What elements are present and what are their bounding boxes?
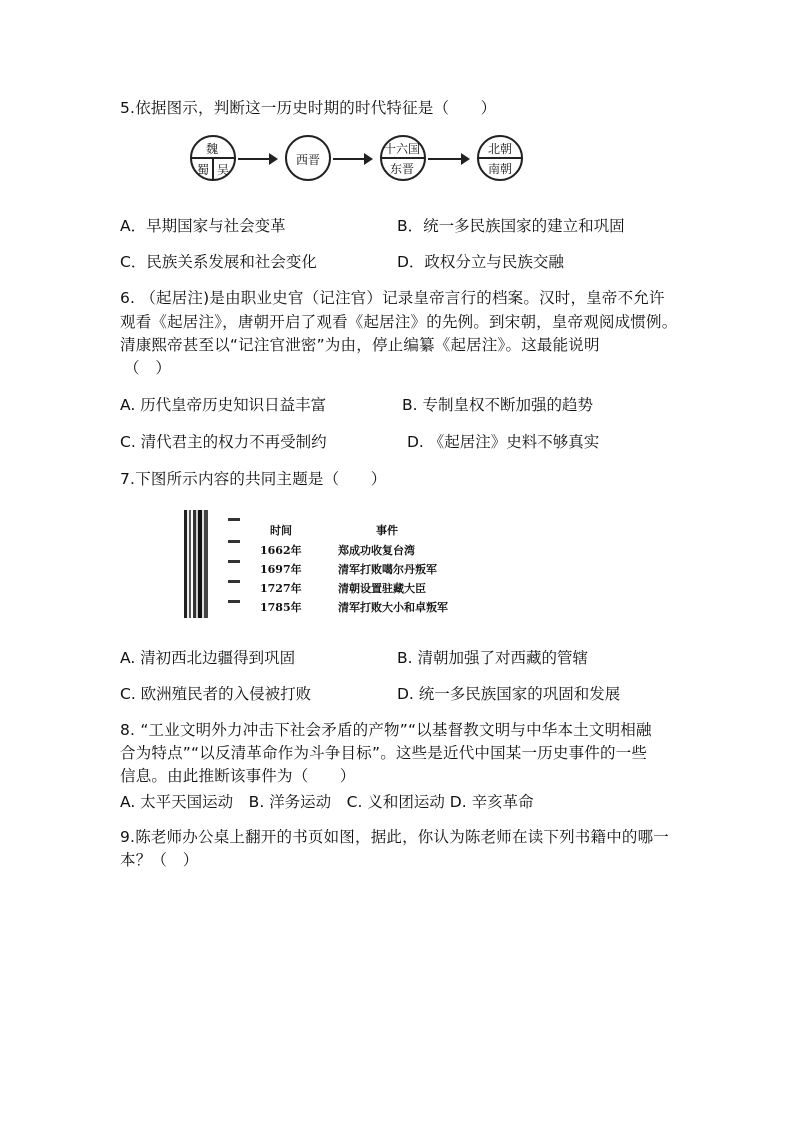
scroll-binding-icon <box>184 510 214 618</box>
q8-options: A. 太平天国运动 B. 洋务运动 C. 义和团运动 D. 辛亥革命 <box>120 793 534 811</box>
q5-option-d: D．政权分立与民族交融 <box>397 253 564 271</box>
q8-line-2: 合为特点”“以反清革命作为斗争目标”。这些是近代中国某一历史事件的一些 <box>120 744 648 762</box>
table-year: 1697年 <box>260 563 302 576</box>
q5-option-a: A．早期国家与社会变革 <box>120 217 286 235</box>
table-header-time: 时间 <box>270 524 292 537</box>
circle-label: 蜀 <box>197 163 210 177</box>
circle-label: 北朝 <box>488 142 513 156</box>
table-event: 清军打败大小和卓叛军 <box>338 601 448 614</box>
q7-option-a: A. 清初西北边疆得到巩固 <box>120 649 296 667</box>
circle-label: 西晋 <box>296 153 321 167</box>
q8-line-3: 信息。由此推断该事件为（ ） <box>120 767 356 785</box>
circle-label: 东晋 <box>390 162 415 176</box>
table-year: 1785年 <box>260 601 302 614</box>
q9-line-1: 9.陈老师办公桌上翻开的书页如图，据此，你认为陈老师在读下列书籍中的哪一 <box>120 828 669 846</box>
table-year: 1662年 <box>260 544 302 557</box>
q8-line-1: 8. “工业文明外力冲击下社会矛盾的产物”“以基督教文明与中华本土文明相融 <box>120 721 652 739</box>
q6-line-4: （ ） <box>124 359 172 377</box>
arrow-icon <box>238 158 276 160</box>
q7-option-c: C. 欧洲殖民者的入侵被打败 <box>120 685 312 703</box>
circle-label: 十六国 <box>384 142 421 156</box>
q5-stem: 5.依据图示，判断这一历史时期的时代特征是（ ） <box>120 99 497 117</box>
q7-option-b: B. 清朝加强了对西藏的管辖 <box>397 649 588 667</box>
arrow-icon <box>333 158 371 160</box>
q7-table-image <box>184 510 514 620</box>
table-header-event: 事件 <box>376 524 398 537</box>
q9-line-2: 本？（ ） <box>120 851 199 869</box>
q5-option-c: C．民族关系发展和社会变化 <box>120 253 317 271</box>
q5-option-b: B．统一多民族国家的建立和巩固 <box>397 217 625 235</box>
table-event: 清朝设置驻藏大臣 <box>338 582 426 595</box>
q6-option-a: A. 历代皇帝历史知识日益丰富 <box>120 396 327 414</box>
circle-label: 魏 <box>206 142 219 156</box>
table-year: 1727年 <box>260 582 302 595</box>
q6-line-3: 清康熙帝甚至以“记注官泄密”为由，停止编纂《起居注》。这最能说明 <box>120 336 600 354</box>
q7-option-d: D. 统一多民族国家的巩固和发展 <box>397 685 621 703</box>
q6-option-c: C. 清代君主的权力不再受制约 <box>120 433 327 451</box>
table-event: 郑成功收复台湾 <box>338 544 415 557</box>
q6-option-d: D. 《起居注》史料不够真实 <box>407 433 600 451</box>
q6-line-2: 观看《起居注》，唐朝开启了观看《起居注》的先例。到宋朝，皇帝观阅成惯例。 <box>120 313 678 331</box>
circle-label: 吴 <box>217 163 230 177</box>
arrow-icon <box>428 158 468 160</box>
q6-option-b: B. 专制皇权不断加强的趋势 <box>402 396 593 414</box>
circle-label: 南朝 <box>488 162 513 176</box>
q6-line-1: 6. （起居注)是由职业史官（记注官）记录皇帝言行的档案。汉时，皇帝不允许 <box>120 289 665 307</box>
q7-stem: 7.下图所示内容的共同主题是（ ） <box>120 470 387 488</box>
table-event: 清军打败噶尔丹叛军 <box>338 563 437 576</box>
